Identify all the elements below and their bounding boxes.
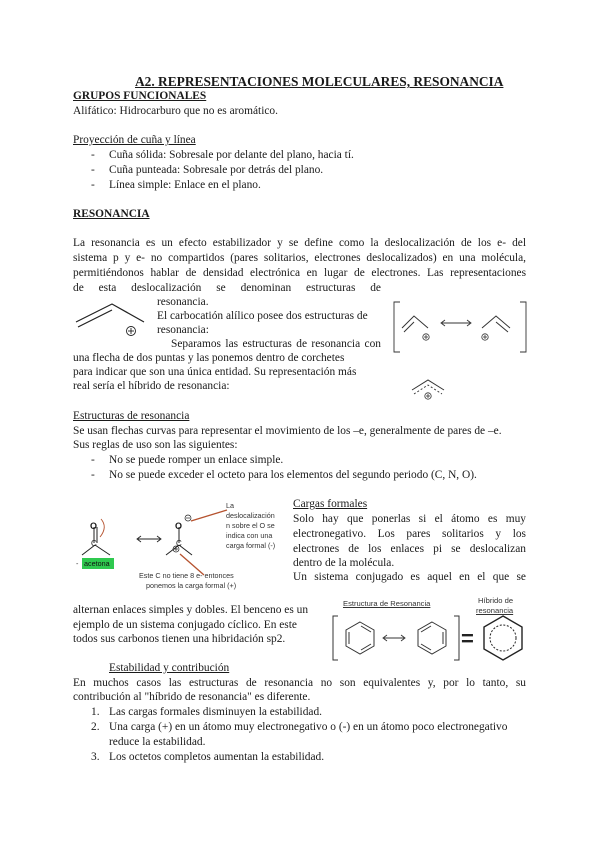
cargas-line: Un sistema conjugado es aquel en el que se — [293, 571, 526, 583]
bullet-dash: - — [91, 164, 95, 176]
estructuras-heading: Estructuras de resonancia — [73, 410, 190, 422]
cargas-line: electronegativo. Los pares solitarios y los — [293, 528, 526, 540]
note-right-line: n sobre el O se — [226, 521, 275, 530]
resonancia-line: resonancia: — [157, 324, 209, 336]
estabilidad-item: reduce la estabilidad. — [109, 736, 206, 748]
resonancia-line: para indicar que son una única entidad. Su representación más — [73, 366, 357, 378]
rule-item: No se puede exceder el octeto para los elementos del segundo periodo (C, N, O). — [109, 469, 477, 481]
allyl-cation-figure — [74, 298, 154, 338]
note-right-line: indica con una — [226, 531, 273, 540]
note-bottom-line: Este C no tiene 8 e- entonces — [139, 571, 234, 580]
list-number: 2. — [91, 721, 100, 733]
resonancia-line: Separamos las estructuras de resonancia con — [171, 338, 381, 350]
carbonyl-carbon: C — [91, 539, 97, 548]
estabilidad-line: En muchos casos las estructuras de resonancia no son equivalentes y, por lo tanto, su — [73, 677, 526, 689]
carbonyl-oxygen: O — [90, 521, 98, 531]
benzene-resonance-figure — [330, 612, 530, 664]
grupos-heading: GRUPOS FUNCIONALES — [73, 90, 207, 102]
allyl-resonance-structures — [390, 300, 530, 360]
allyl-hybrid-figure — [410, 374, 452, 402]
resonancia-line: real sería el híbrido de resonancia: — [73, 380, 230, 392]
bullet-dash: - — [91, 454, 95, 466]
cargas-line: dentro de la molécula. — [293, 557, 395, 569]
cargas-line: Solo hay que ponerlas si el átomo es muy — [293, 513, 526, 525]
resonancia-heading: RESONANCIA — [73, 208, 150, 220]
resonancia-line: permitiéndonos hablar de densidad electrónica en lugar de electrones. Las representaciones — [73, 267, 526, 279]
alifatico-text: Alifático: Hidrocarburo que no es aromático. — [73, 105, 278, 117]
acetona-dash: - — [76, 559, 79, 568]
resonancia-line: resonancia. — [157, 296, 209, 308]
bullet-dash: - — [91, 469, 95, 481]
note-right-line: deslocalización — [226, 511, 275, 520]
proyeccion-heading: Proyección de cuña y línea — [73, 134, 196, 146]
bullet-dash: - — [91, 179, 95, 191]
note-right-line: La — [226, 501, 234, 510]
resonancia-line: sistema p y e- no compartidos (pares solitarios, electrones deslocalizados) en una molécula, — [73, 252, 526, 264]
resonancia-line: de esta deslocalización se denominan estructuras de — [73, 282, 381, 294]
proyeccion-item: Línea simple: Enlace en el plano. — [109, 179, 261, 191]
benzene-label-hibrido: Híbrido de — [478, 596, 514, 605]
page-title: A2. REPRESENTACIONES MOLECULARES, RESONANCIA — [135, 74, 504, 89]
cargas-line: alternan enlaces simples y dobles. El benceno es un — [73, 604, 309, 616]
note-right-line: carga formal (-) — [226, 541, 276, 550]
resonancia-line: una flecha de dos puntas y las ponemos dentro de corchetes — [73, 352, 345, 364]
bullet-dash: - — [91, 149, 95, 161]
cargas-line: ejemplo de un sistema conjugado cíclico. En este — [73, 619, 297, 631]
acetona-label: acetona — [84, 559, 110, 568]
cargas-line: electrones de los enlaces pi se deslocalizan — [293, 543, 526, 555]
estabilidad-heading: Estabilidad y contribución — [109, 662, 230, 674]
benzene-label-hibrido: resonancia — [476, 606, 514, 615]
estabilidad-item: Las cargas formales disminuyen la estabilidad. — [109, 706, 322, 718]
carbonyl-oxygen: O — [175, 521, 183, 531]
estabilidad-item: Los octetos completos aumentan la estabilidad. — [109, 751, 325, 763]
equals-sign: = — [461, 626, 474, 651]
list-number: 1. — [91, 706, 100, 718]
resonancia-line: La resonancia es un efecto estabilizador y se define como la deslocalización de los e- del — [73, 237, 526, 249]
estructuras-line: Se usan flechas curvas para representar el movimiento de los –e, generalmente de pares de –e. — [73, 425, 502, 437]
note-bottom-line: ponemos la carga formal (+) — [146, 581, 237, 590]
estabilidad-item: Una carga (+) en un átomo muy electronegativo o (-) en un átomo poco electronegativo — [109, 721, 508, 733]
estabilidad-line: contribución al "híbrido de resonancia" es diferente. — [73, 691, 311, 703]
resonancia-line: El carbocatión alílico posee dos estructuras de — [157, 310, 368, 322]
benzene-label-estructura: Estructura de Resonancia — [343, 599, 431, 608]
estructuras-line: Sus reglas de uso son las siguientes: — [73, 439, 238, 451]
rule-item: No se puede romper un enlace simple. — [109, 454, 284, 466]
cargas-line: todos sus carbonos tienen una hibridación sp2. — [73, 633, 286, 645]
proyeccion-item: Cuña sólida: Sobresale por delante del plano, hacia tí. — [109, 149, 354, 161]
carbonyl-carbon: C — [176, 539, 182, 548]
list-number: 3. — [91, 751, 100, 763]
proyeccion-item: Cuña punteada: Sobresale por detrás del plano. — [109, 164, 324, 176]
cargas-heading: Cargas formales — [293, 498, 368, 510]
